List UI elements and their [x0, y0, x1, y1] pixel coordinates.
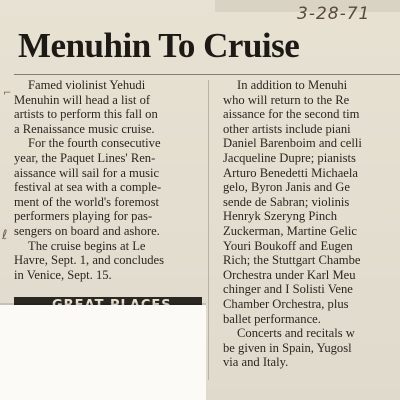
- right-column-line: who will return to the Re: [223, 92, 350, 107]
- left-column-line: The cruise begins at Le: [28, 238, 146, 253]
- left-column-line: aissance will sail for a music: [14, 165, 160, 180]
- handwritten-date: 3-28-71: [297, 4, 371, 24]
- right-column-line: Orchestra under Karl Meu: [223, 267, 356, 282]
- right-column-line: other artists include piani: [223, 121, 351, 136]
- margin-curl-mark: ℓ: [2, 228, 8, 243]
- right-column-line: Henryk Szeryng Pinch: [223, 209, 338, 224]
- headline: Menuhin To Cruise: [18, 26, 300, 65]
- margin-tick-mark: ⌐: [3, 88, 12, 99]
- right-column-line: Youri Boukoff and Eugen: [223, 238, 353, 253]
- left-column-line: ment of the world's foremost: [14, 194, 159, 209]
- left-column-line: a Renaissance music cruise.: [14, 121, 155, 136]
- left-column-line: artists to perform this fall on: [14, 107, 158, 122]
- left-column-line: Havre, Sept. 1, and concludes: [14, 253, 165, 268]
- left-column: [14, 78, 200, 282]
- left-column-line: in Venice, Sept. 15.: [14, 267, 112, 282]
- left-column-line: Famed violinist Yehudi: [28, 78, 146, 92]
- right-column-line: Zuckerman, Martine Gelic: [223, 223, 357, 238]
- right-column-line: aissance for the second tim: [223, 107, 360, 122]
- left-column-line: year, the Paquet Lines' Ren-: [14, 150, 156, 165]
- right-column-line: ballet performance.: [223, 311, 321, 326]
- right-column-line: Concerts and recitals w: [237, 326, 355, 341]
- right-column-line: gelo, Byron Janis and Ge: [223, 180, 350, 195]
- left-column-line: performers playing for pas-: [14, 209, 153, 224]
- right-column-line: Arturo Benedetti Michaela: [223, 165, 358, 180]
- right-column-line: Rich; the Stuttgart Chambe: [223, 253, 361, 268]
- right-column-line: via and Italy.: [223, 355, 289, 370]
- overlay-paper-strip: [0, 305, 206, 400]
- right-column-line: sende de Sabran; violinis: [223, 194, 350, 209]
- right-column-line: Jacqueline Dupre; pianists: [223, 150, 356, 165]
- right-column-line: be given in Spain, Yugosl: [223, 340, 352, 355]
- left-column-line: festival at sea with a comple-: [14, 180, 162, 195]
- right-column-line: chinger and I Solisti Vene: [223, 282, 353, 297]
- left-column-line: sengers on board and ashore.: [14, 223, 160, 238]
- right-column: [223, 78, 400, 370]
- right-column-line: In addition to Menuhi: [237, 78, 348, 92]
- column-divider: [208, 80, 209, 380]
- left-column-line: Menuhin will head a list of: [14, 92, 151, 107]
- left-column-line: For the fourth consecutive: [28, 136, 161, 151]
- right-column-line: Daniel Barenboim and celli: [223, 136, 362, 151]
- right-column-line: Chamber Orchestra, plus: [223, 296, 349, 311]
- headline-rule: [14, 74, 400, 75]
